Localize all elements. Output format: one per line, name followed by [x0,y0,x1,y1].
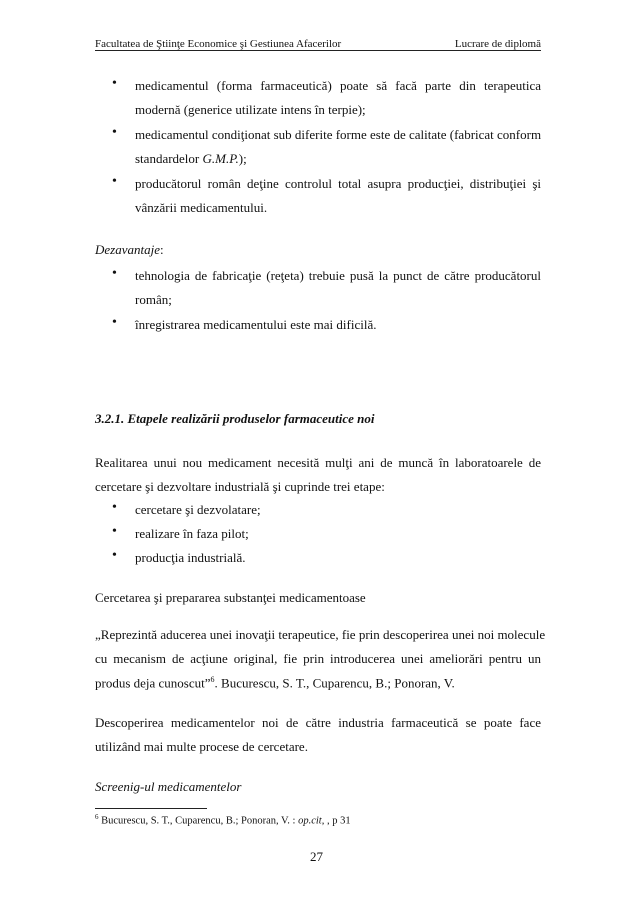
paragraph-1-line-1: Realitarea unui nou medicament necesită mulţi ani de muncă în laboratoarele de [95,455,541,470]
header-right: Lucrare de diplomă [454,38,541,50]
disadvantage-1-line-1: tehnologia de fabricaţie (reţeta) trebuie pusă la punct de către producătorul [135,268,541,283]
disadvantage-2-line-1: înregistrarea medicamentului este mai dificilă. [135,317,377,332]
paragraph-2-line-1: Descoperirea medicamentelor noi de către industria farmaceutică se poate face [95,715,541,730]
quote-citation: . Bucurescu, S. T., Cuparencu, B.; Ponoran, V. [214,675,455,691]
header-rule [95,50,541,51]
section-heading [95,411,375,427]
stage-3: producţia industrială. [135,550,246,565]
bullet-marker: • [112,315,117,330]
gmp-abbreviation: G.M.P. [202,151,239,166]
header-left: Facultatea de Ştiinţe Economice şi Gestiunea Afacerilor [95,38,342,50]
stage-2: realizare în faza pilot; [135,526,249,541]
bullet-marker: • [112,548,117,563]
bullet-marker: • [112,125,117,140]
disadvantages-label-text: Dezavantaje [95,242,160,257]
quote-line-1: „Reprezintă aducerea unei inovaţii terapeutice, fie prin descoperirea unei noi molecule [95,627,546,642]
footnote-number: 6 [95,813,99,821]
bullet-2-line-2-text: standardelor [135,151,203,166]
bullet-marker: • [112,500,117,515]
paragraph-2-line-2: utilizând mai multe procese de cercetare. [95,739,308,754]
bullet-1-line-1: medicamentul (forma farmaceutică) poate să facă parte din terapeutica [135,78,541,93]
screening-label-text: Screenig-ul medicamentelor [95,779,242,794]
disadvantage-1-line-2: român; [135,292,172,307]
bullet-3-line-2: vânzării medicamentului. [135,200,268,215]
section-heading-text: 3.2.1. Etapele realizării produselor farmaceutice noi [95,411,375,426]
bullet-marker: • [112,266,117,281]
footnote [95,813,351,827]
bullet-2-line-1: medicamentul condiţionat sub diferite forme este de calitate (fabricat conform [135,127,542,142]
bullet-marker: • [112,174,117,189]
bullet-1-line-2: modernă (generice utilizate intens în terpie); [135,102,366,117]
bullet-2-line-2 [135,151,247,167]
footnote-page-ref: , p 31 [324,815,351,827]
bullet-3-line-1: producătorul român deţine controlul total asupra producţiei, distribuţiei şi [135,176,541,191]
subheading: Cercetarea şi prepararea substanţei medicamentoase [95,590,366,605]
page-number: 27 [310,849,323,864]
footnote-rule [95,808,207,809]
quote-line-2: cu mecanism de acţiune original, fie prin introducerea unei ameliorări pentru un [95,651,541,666]
stage-1: cercetare şi dezvolatare; [135,502,261,517]
bullet-2-line-2-end: ); [238,151,247,166]
quote-line-3 [95,675,455,691]
bullet-marker: • [112,524,117,539]
disadvantages-label [95,242,164,258]
footnote-opcit: op.cit, [298,815,325,827]
quote-line-3-text: produs deja cunoscut” [95,675,211,691]
screening-label [95,779,241,795]
bullet-marker: • [112,76,117,91]
paragraph-1-line-2: cercetare şi dezvoltare industrială şi cuprinde trei etape: [95,479,385,494]
footnote-reference[interactable]: 6 [210,675,215,684]
disadvantages-colon: : [159,242,164,257]
footnote-text: Bucurescu, S. T., Cuparencu, B.; Ponoran, V. : [98,815,299,827]
